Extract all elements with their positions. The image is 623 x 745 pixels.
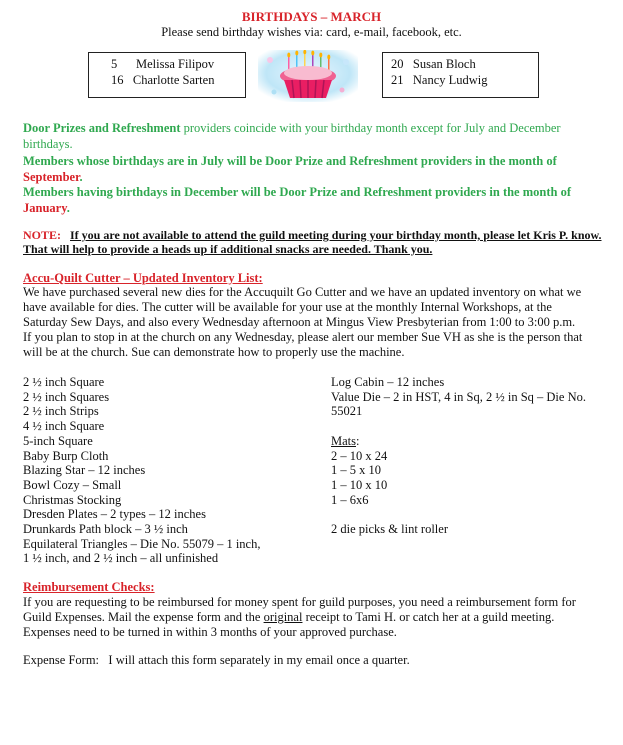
die-list-item: Equilateral Triangles – Die No. 55079 – 1 inch, <box>23 536 261 551</box>
die-list-item: 5-inch Square <box>23 433 93 448</box>
july-members-note: Members whose birthdays are in July will be Door Prize and Refreshment providers in the month of September. <box>23 154 557 184</box>
reimbursement-paragraph: If you are requesting to be reimbursed for money spent for guild purposes, you need a reimbursement form for Guild Expenses. Mail the expense form and the original receipt to Tami H. or catch her at a guild meeting. Expenses need to be turned in within 3 months of your approved purchase. <box>23 595 576 639</box>
die-list-item: Dresden Plates – 2 types – 12 inches <box>23 507 206 522</box>
expense-form-note: Expense Form: I will attach this form separately in my email once a quarter. <box>23 653 410 667</box>
die-list-item: 1 ½ inch, and 2 ½ inch – all unfinished <box>23 551 219 566</box>
mats-label: Mats: <box>331 433 360 448</box>
accuquilt-heading: Accu-Quilt Cutter – Updated Inventory List: <box>23 271 263 285</box>
die-list-item: Drunkards Path block – 3 ½ inch <box>23 522 188 536</box>
die-list-item: 55021 <box>331 404 363 419</box>
birthday-box-right <box>382 52 539 98</box>
reimbursement-heading: Reimbursement Checks: <box>23 580 155 594</box>
die-list-item: Bowl Cozy – Small <box>23 477 122 492</box>
page-subtitle: Please send birthday wishes via: card, e-mail, facebook, etc. <box>161 25 462 39</box>
die-list-item: Blazing Star – 12 inches <box>23 463 146 478</box>
die-list-item: Baby Burp Cloth <box>23 448 109 463</box>
mat-item: 1 – 6x6 <box>331 492 369 507</box>
birthday-entry: 16 Charlotte Sarten <box>111 73 215 87</box>
birthday-entry: 21 Nancy Ludwig <box>391 73 488 87</box>
december-members-note: Members having birthdays in December will be Door Prize and Refreshment providers in the month of January. <box>23 185 571 215</box>
birthday-box-left <box>88 52 246 98</box>
die-list-item: Christmas Stocking <box>23 492 122 507</box>
note-paragraph: NOTE: If you are not available to attend the guild meeting during your birthday month, please let Kris P. know. That will help to provide a heads up if additional snacks are needed. Thank you. <box>23 228 602 256</box>
door-prizes-paragraph: Door Prizes and Refreshment providers coincide with your birthday month except for July and December birthdays. <box>23 121 561 151</box>
mat-item: 1 – 5 x 10 <box>331 463 381 478</box>
birthday-entry: 20 Susan Bloch <box>391 57 476 71</box>
page-title: BIRTHDAYS – MARCH <box>241 9 382 24</box>
birthday-entry: 5 Melissa Filipov <box>111 57 215 71</box>
birthday-cupcake-image <box>258 50 358 102</box>
mat-item: 2 – 10 x 24 <box>331 448 388 463</box>
die-list-item: 2 ½ inch Squares <box>23 389 110 404</box>
die-list-item: 2 ½ inch Strips <box>23 404 99 419</box>
die-list-item: 4 ½ inch Square <box>23 419 105 434</box>
die-list-item: Value Die – 2 in HST, 4 in Sq, 2 ½ in Sq – Die No. <box>331 389 586 404</box>
die-list-item: Log Cabin – 12 inches <box>331 375 445 389</box>
mat-item: 1 – 10 x 10 <box>331 477 388 492</box>
die-list-item: 2 ½ inch Square <box>23 375 105 389</box>
accuquilt-paragraph: We have purchased several new dies for the Accuquilt Go Cutter and we have an updated inventory on what we have available for dies. The cutter will be available for your use at the monthly Internal Workshops, at the Saturday Sew Days, and also every Wednesday afternoon at Mingus View Presbyterian from 1:00 to 3:00 p.m. If you plan to stop in at the church on any Wednesday, please alert our member Sue VH as she is the person that will be at the church. Sue can demonstrate how to properly use the machine. <box>23 285 583 359</box>
accessory-item: 2 die picks & lint roller <box>331 522 448 536</box>
